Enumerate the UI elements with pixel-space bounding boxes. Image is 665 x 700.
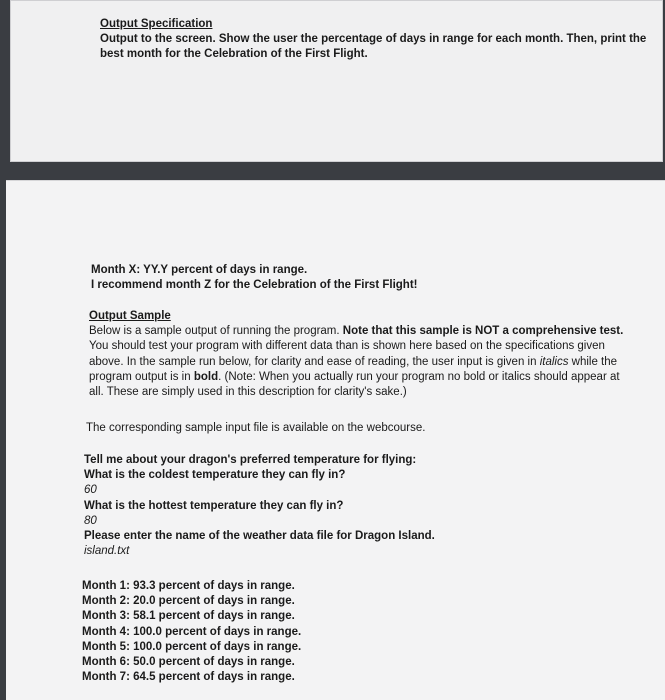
month-result: Month 5: 100.0 percent of days in range. xyxy=(82,640,302,653)
month-result: Month 4: 100.0 percent of days in range. xyxy=(82,625,302,638)
para-line-3 xyxy=(89,355,664,370)
sample-run xyxy=(84,453,659,559)
page-top xyxy=(10,0,663,162)
output-sample-section xyxy=(89,309,664,400)
month-result: Month 1: 93.3 percent of days in range. xyxy=(82,580,295,592)
input-hottest: 80 xyxy=(84,514,97,527)
month-result: Month 6: 50.0 percent of days in range. xyxy=(82,656,295,669)
para-line-1 xyxy=(89,324,664,339)
month-results xyxy=(82,579,657,685)
format-line-1: Month X: YY.Y percent of days in range. xyxy=(91,264,308,276)
para-line-2: You should test your program with different data than is shown here based on the specifications given xyxy=(89,340,605,353)
input-filename: island.txt xyxy=(84,545,130,558)
output-format xyxy=(91,263,661,293)
webcourse-note: The corresponding sample input file is available on the webcourse. xyxy=(86,422,426,434)
para-line-3-a: above. In the sample run below, for clarity and ease of reading, the user input is given in xyxy=(89,355,540,368)
para-line-4-bold: bold xyxy=(193,370,219,383)
month-result: Month 3: 58.1 percent of days in range. xyxy=(82,610,295,623)
prompt-filename: Please enter the name of the weather data file for Dragon Island. xyxy=(84,530,435,543)
format-line-2: I recommend month Z for the Celebration of the First Flight! xyxy=(91,279,418,292)
spec-line-1: Output to the screen. Show the user the percentage of days in range for each month. Then, print the xyxy=(100,33,647,46)
month-result: Month 7: 64.5 percent of days in range. xyxy=(82,671,295,684)
month-result: Month 2: 20.0 percent of days in range. xyxy=(82,595,295,608)
para-line-3-c: while the xyxy=(568,355,618,368)
para-line-3-italics: italics xyxy=(539,355,569,368)
prompt-hottest: What is the hottest temperature they can fly in? xyxy=(84,499,344,512)
output-specification-heading: Output Specification xyxy=(100,18,213,30)
para-line-5: all. These are simply used in this description for clarity's sake.) xyxy=(89,386,407,399)
para-line-1-a: Below is a sample output of running the program. xyxy=(89,325,343,338)
spec-line-2: best month for the Celebration of the First Flight. xyxy=(100,48,368,61)
input-coldest: 60 xyxy=(84,484,97,497)
para-line-4-a: program output is in xyxy=(89,370,194,383)
para-line-4 xyxy=(89,370,664,385)
output-specification-section xyxy=(100,17,660,63)
prompt-coldest: What is the coldest temperature they can fly in? xyxy=(84,469,346,482)
para-line-4-c: . (Note: When you actually run your program no bold or italics should appear at xyxy=(218,370,620,383)
output-sample-heading: Output Sample xyxy=(89,310,171,322)
page-bottom xyxy=(6,180,665,700)
prompt-preferred-temperature: Tell me about your dragon's preferred temperature for flying: xyxy=(84,454,417,466)
para-line-1-b: Note that this sample is NOT a comprehensive test. xyxy=(342,325,624,338)
